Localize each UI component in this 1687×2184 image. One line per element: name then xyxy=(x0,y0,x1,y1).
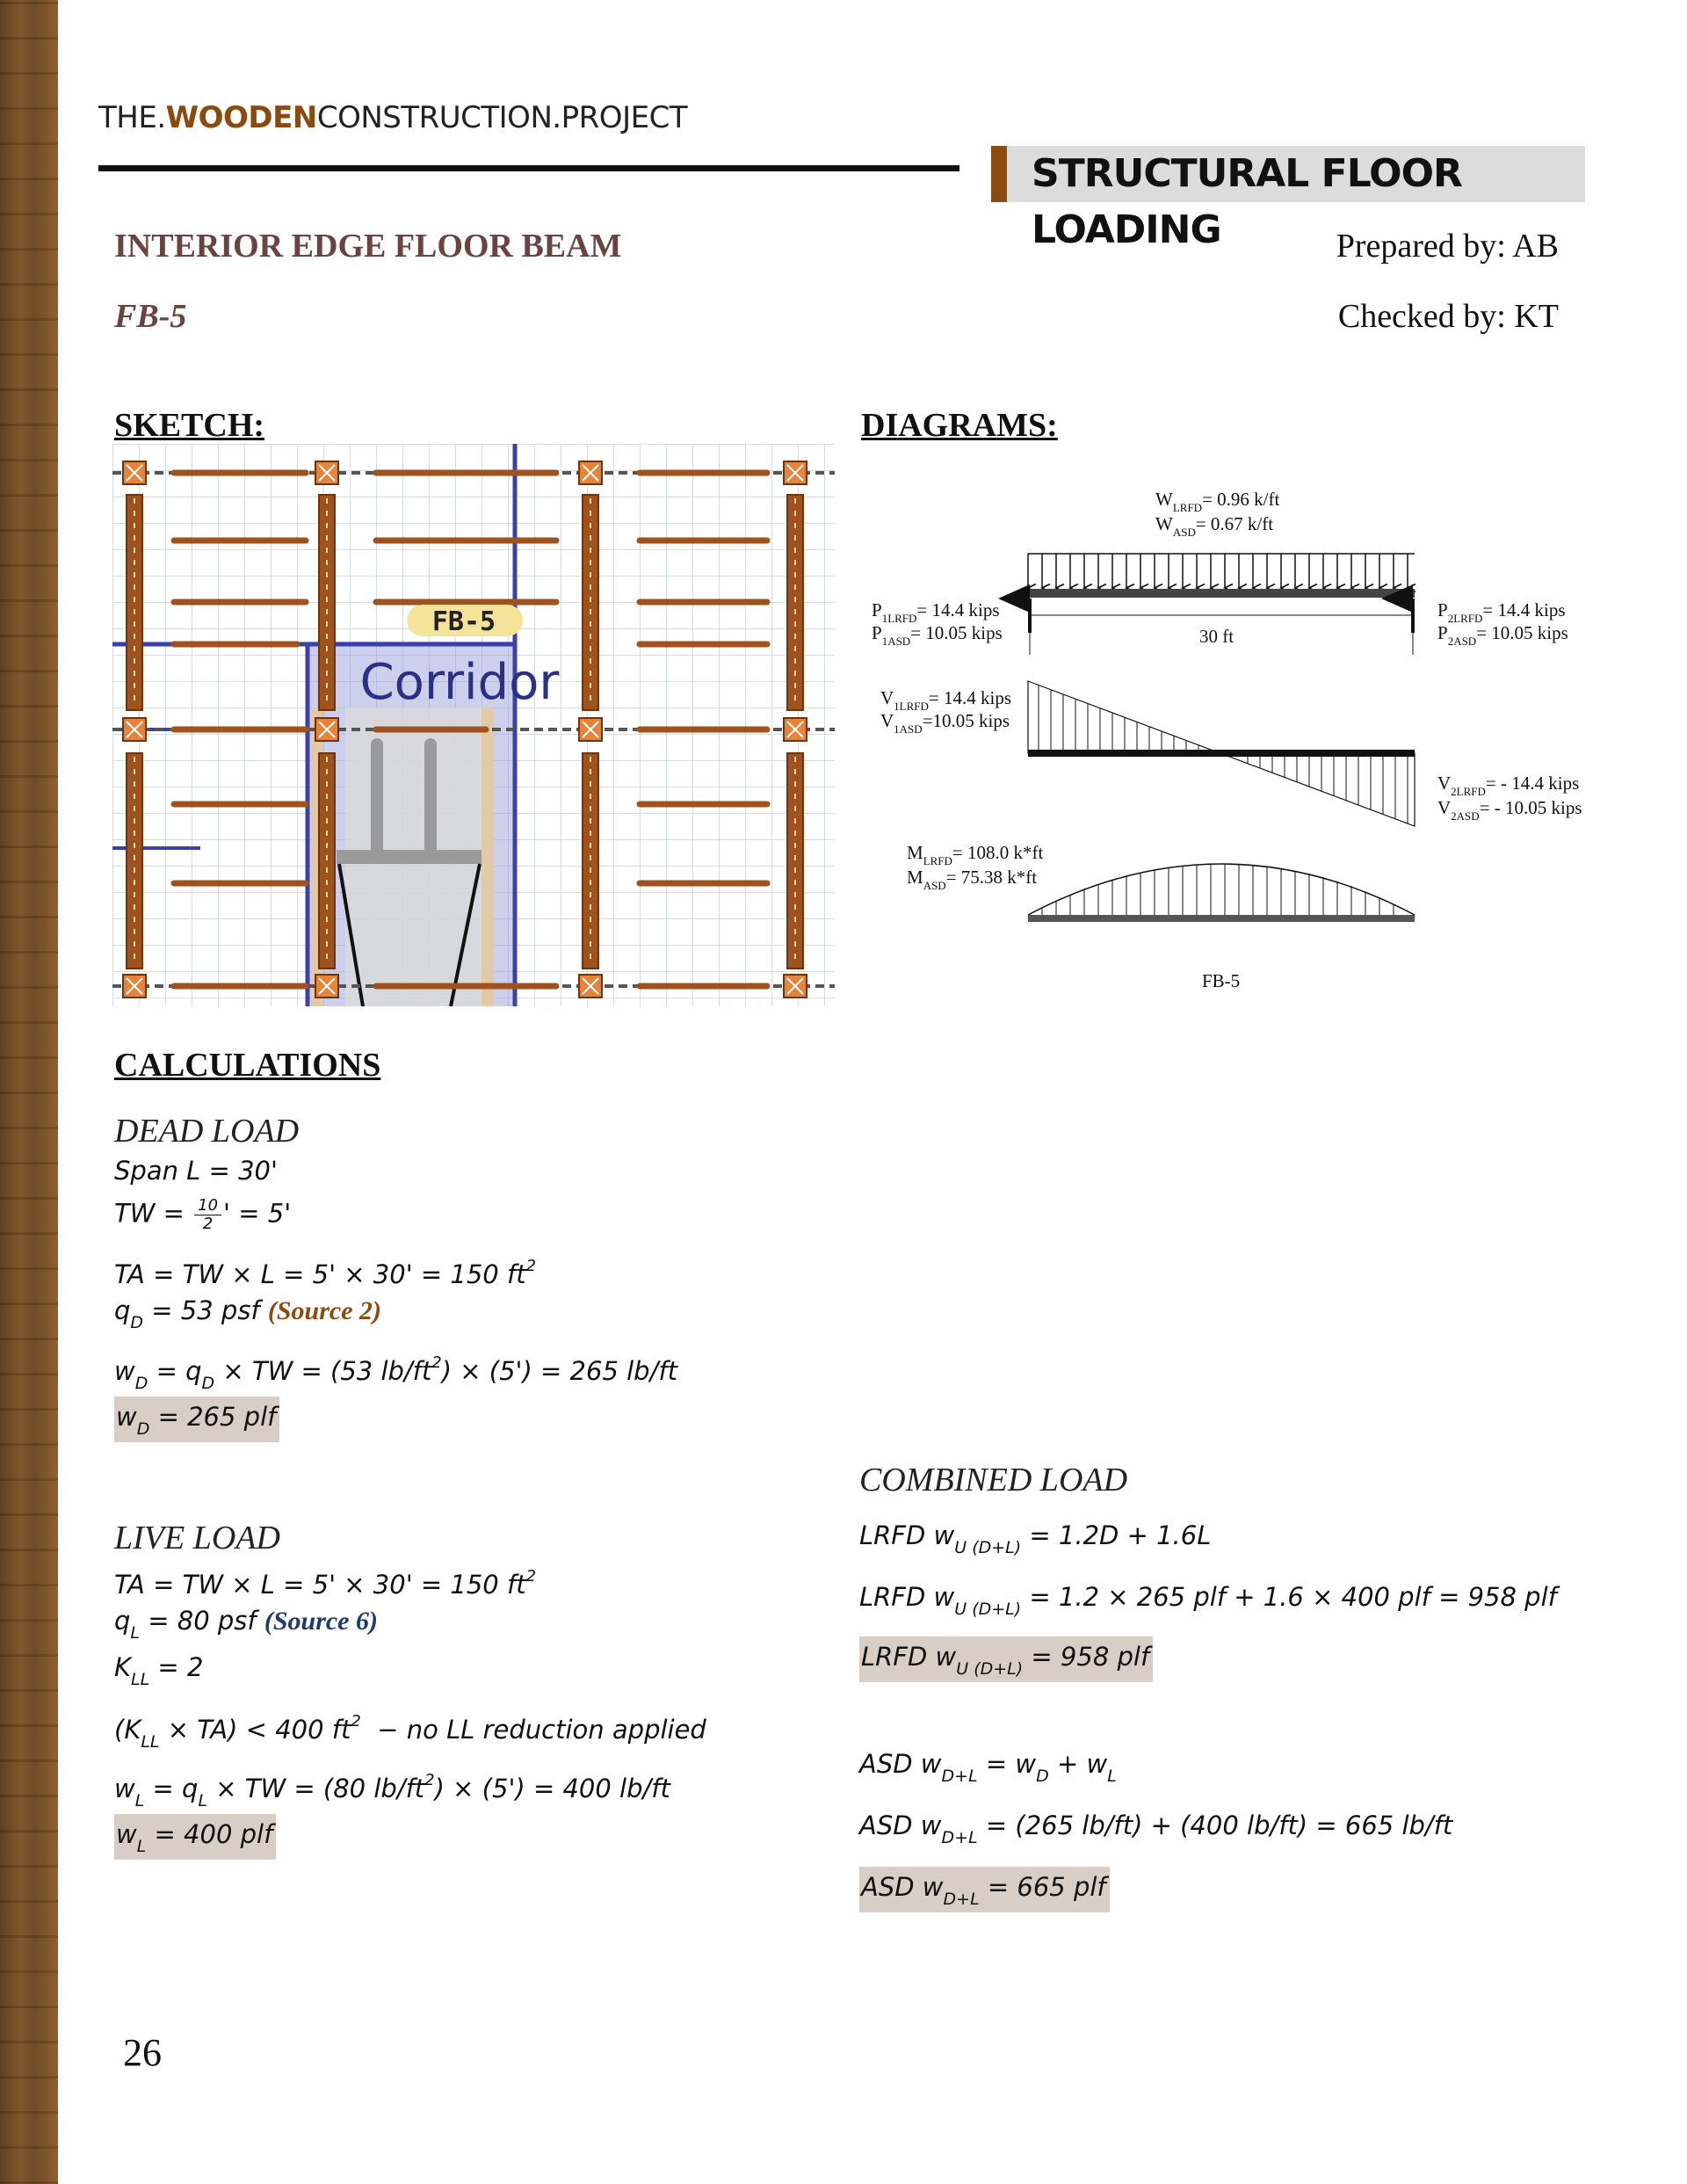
live-load-heading: LIVE LOAD xyxy=(114,1520,280,1556)
page-number: 26 xyxy=(123,2031,162,2074)
v1-lrfd: = 14.4 kips xyxy=(928,687,1012,708)
section-banner: STRUCTURAL FLOOR LOADING xyxy=(991,146,1585,202)
svg-text:P1LRFD= 14.4 kips: $P_{1LRFD}= 14.4$ kips xyxy=(872,599,1000,625)
dead-load-heading: DEAD LOAD xyxy=(114,1113,300,1150)
live-wl-eq: $w_L = q_L$ × TW = (80 $lb/ft^2) \times (5') = 400$ lb/ft xyxy=(114,1771,670,1810)
diagram-caption: FB-5 xyxy=(1202,970,1241,991)
svg-text:V1ASD=10.05 kips: $V_{1ASD}=10.05$ kips xyxy=(880,710,1010,736)
w-lrfd: = 0.96 k/ft xyxy=(1202,489,1280,510)
asd-calc: ASD $w_{D+L} = (265$ lb/ft) + (400 lb/ft) = 665 lb/ft xyxy=(859,1810,1453,1847)
dead-source: (Source 2) xyxy=(267,1296,382,1325)
live-ql: $q_L = 80$ psf (Source 6) xyxy=(114,1606,378,1643)
brand-logo: THE.WOODENCONSTRUCTION.PROJECT xyxy=(98,100,688,135)
beam-id: FB-5 xyxy=(114,298,187,335)
lrfd-formula: LRFD $w_{U (D+L)} = 1.2D + 1.6L$ xyxy=(859,1520,1212,1557)
checked-by: Checked by: KT xyxy=(1337,298,1559,335)
header-rule xyxy=(98,165,959,171)
svg-text:P2ASD= 10.05 kips: $P_{2ASD}= 10.05$ kips xyxy=(1437,622,1568,648)
live-source: (Source 6) xyxy=(264,1607,378,1636)
dead-wd-result: $w_D = 265$ plf xyxy=(114,1402,279,1439)
live-reduction: $(K_{LL} \times TA) < 400$ $ft^2$ − no LL reduction applied xyxy=(114,1712,706,1752)
svg-text:WLRFD= 0.96 k/ft: $W_{LRFD}= 0.96$ k/ft xyxy=(1155,489,1280,514)
asd-result: ASD $w_{D+L} = 665$ plf xyxy=(859,1872,1110,1909)
dead-tw: TW = $\frac{10}{2}$ ' = 5' xyxy=(114,1196,292,1233)
p1-asd: = 10.05 kips xyxy=(910,622,1003,643)
live-wl-result: $w_L = 400$ plf xyxy=(114,1819,276,1856)
dead-ta: TA = TW × L = 5' × 30' = 150 $ft^2$ xyxy=(114,1257,537,1289)
svg-text:P2LRFD= 14.4 kips: $P_{2LRFD}= 14.4$ kips xyxy=(1437,599,1566,625)
beam-diagrams xyxy=(861,479,1617,1006)
span-label: 30 ft xyxy=(1199,626,1234,647)
v2-asd: = - 10.05 kips xyxy=(1479,797,1582,818)
svg-text:V2LRFD= - 14.4 kips: $V_{2LRFD}= - 14.4$ kips xyxy=(1437,773,1580,798)
dead-qd: $q_D = 53$ psf (Source 2) xyxy=(114,1295,382,1332)
sketch-heading: SKETCH: xyxy=(114,407,265,444)
corridor-label: Corridor xyxy=(359,654,560,711)
v1-asd: =10.05 kips xyxy=(922,710,1010,731)
svg-text:MASD= 75.38 k*ft: $M_{ASD}= 75.38$ k*ft xyxy=(907,867,1038,892)
prepared-by: Prepared by: AB xyxy=(1336,228,1559,265)
svg-text:MLRFD= 108.0 k*ft: $M_{LRFD}= 108.0$ k*ft xyxy=(907,842,1044,867)
p1-lrfd: = 14.4 kips xyxy=(916,599,1000,620)
lrfd-result: LRFD $w_{U (D+L)} = 958$ plf xyxy=(859,1642,1153,1679)
lrfd-calc: LRFD $w_{U (D+L)} = 1.2 \times 265$ plf + 1.6 × 400 plf = 958 plf xyxy=(859,1582,1557,1619)
diagrams-heading: DIAGRAMS: xyxy=(861,407,1058,444)
calculations-heading: CALCULATIONS xyxy=(114,1047,381,1084)
combined-load-heading: COMBINED LOAD xyxy=(859,1462,1128,1498)
live-kll: $K_{LL} = 2$ xyxy=(114,1652,204,1689)
dead-span: Span L = 30' xyxy=(114,1156,278,1186)
svg-text:P1ASD= 10.05 kips: $P_{1ASD}= 10.05$ kips xyxy=(872,622,1003,648)
m-asd: = 75.38 k*ft xyxy=(945,867,1038,888)
dead-wd-eq: $w_D = q_D$ × TW = (53 $lb/ft^2) \times (5') = 265$ lb/ft xyxy=(114,1353,677,1393)
p2-asd: = 10.05 kips xyxy=(1476,622,1568,643)
beam-title: INTERIOR EDGE FLOOR BEAM xyxy=(114,228,622,265)
asd-formula: ASD $w_{D+L} = w_D + w_L$ xyxy=(859,1749,1117,1786)
svg-text:V1LRFD= 14.4 kips: $V_{1LRFD}= 14.4$ kips xyxy=(880,687,1012,713)
p2-lrfd: = 14.4 kips xyxy=(1482,599,1566,620)
v2-lrfd: = - 14.4 kips xyxy=(1485,773,1580,794)
beam-label: FB-5 xyxy=(431,606,496,637)
w-asd: = 0.67 k/ft xyxy=(1195,513,1274,534)
wood-border xyxy=(0,0,58,2184)
m-lrfd: = 108.0 k*ft xyxy=(952,842,1044,863)
svg-text:V2ASD= - 10.05 kips: $V_{2ASD}= - 10.05$ kips xyxy=(1437,797,1582,823)
svg-text:WASD= 0.67 k/ft: $W_{ASD}= 0.67$ k/ft xyxy=(1155,513,1274,539)
floor-plan-sketch xyxy=(112,444,835,1006)
live-ta: TA = TW × L = 5' × 30' = 150 $ft^2$ xyxy=(114,1567,537,1600)
